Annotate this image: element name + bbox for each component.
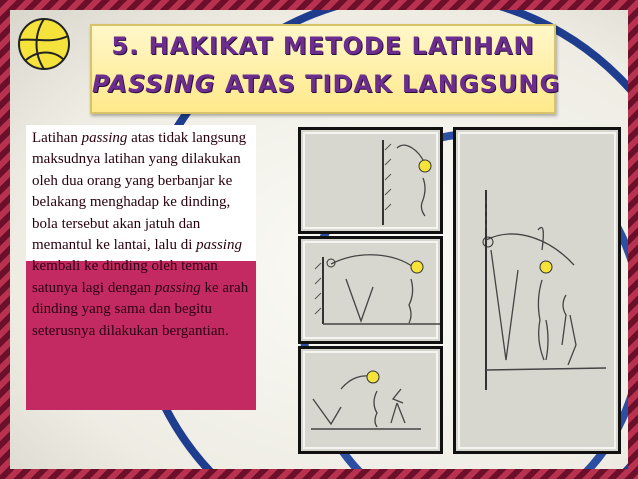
title-italic-word: PASSING xyxy=(92,70,216,98)
slide-title xyxy=(90,24,561,114)
title-number: 5. xyxy=(111,32,140,60)
title-line2-text: ATAS TIDAK LANGSUNG xyxy=(224,70,561,98)
text-segment: passing xyxy=(154,279,201,296)
title-line-2 xyxy=(92,70,561,98)
drill-sketch-2 xyxy=(301,239,443,344)
illustration-2 xyxy=(298,236,443,344)
volleyball-icon xyxy=(16,16,72,72)
text-segment: atas tidak langsung maksudnya latihan yang dilakukan oleh dua orang yang berbanjar ke belakang menghadap ke dinding, bola tersebut akan jatuh dan memantul ke lantai, lalu di xyxy=(32,130,247,254)
title-line1-text: HAKIKAT METODE LATIHAN xyxy=(148,32,535,60)
description-panel xyxy=(26,125,256,410)
drill-sketch-4 xyxy=(456,130,621,454)
drill-sketch-1 xyxy=(301,130,443,234)
illustration-1 xyxy=(298,127,443,234)
text-segment: ke arah dinding yang sama dan begitu seterusnya dilakukan bergantian. xyxy=(32,279,249,339)
text-segment: Latihan xyxy=(32,130,82,146)
text-segment: kembali ke dinding oleh teman satunya lagi dengan xyxy=(32,258,218,296)
illustration-3 xyxy=(298,346,443,454)
drill-sketch-3 xyxy=(301,349,443,454)
illustration-4 xyxy=(453,127,621,454)
text-segment: passing xyxy=(81,130,128,146)
description-text xyxy=(32,128,250,342)
text-segment: passing xyxy=(196,237,242,254)
title-line-1 xyxy=(92,32,554,60)
